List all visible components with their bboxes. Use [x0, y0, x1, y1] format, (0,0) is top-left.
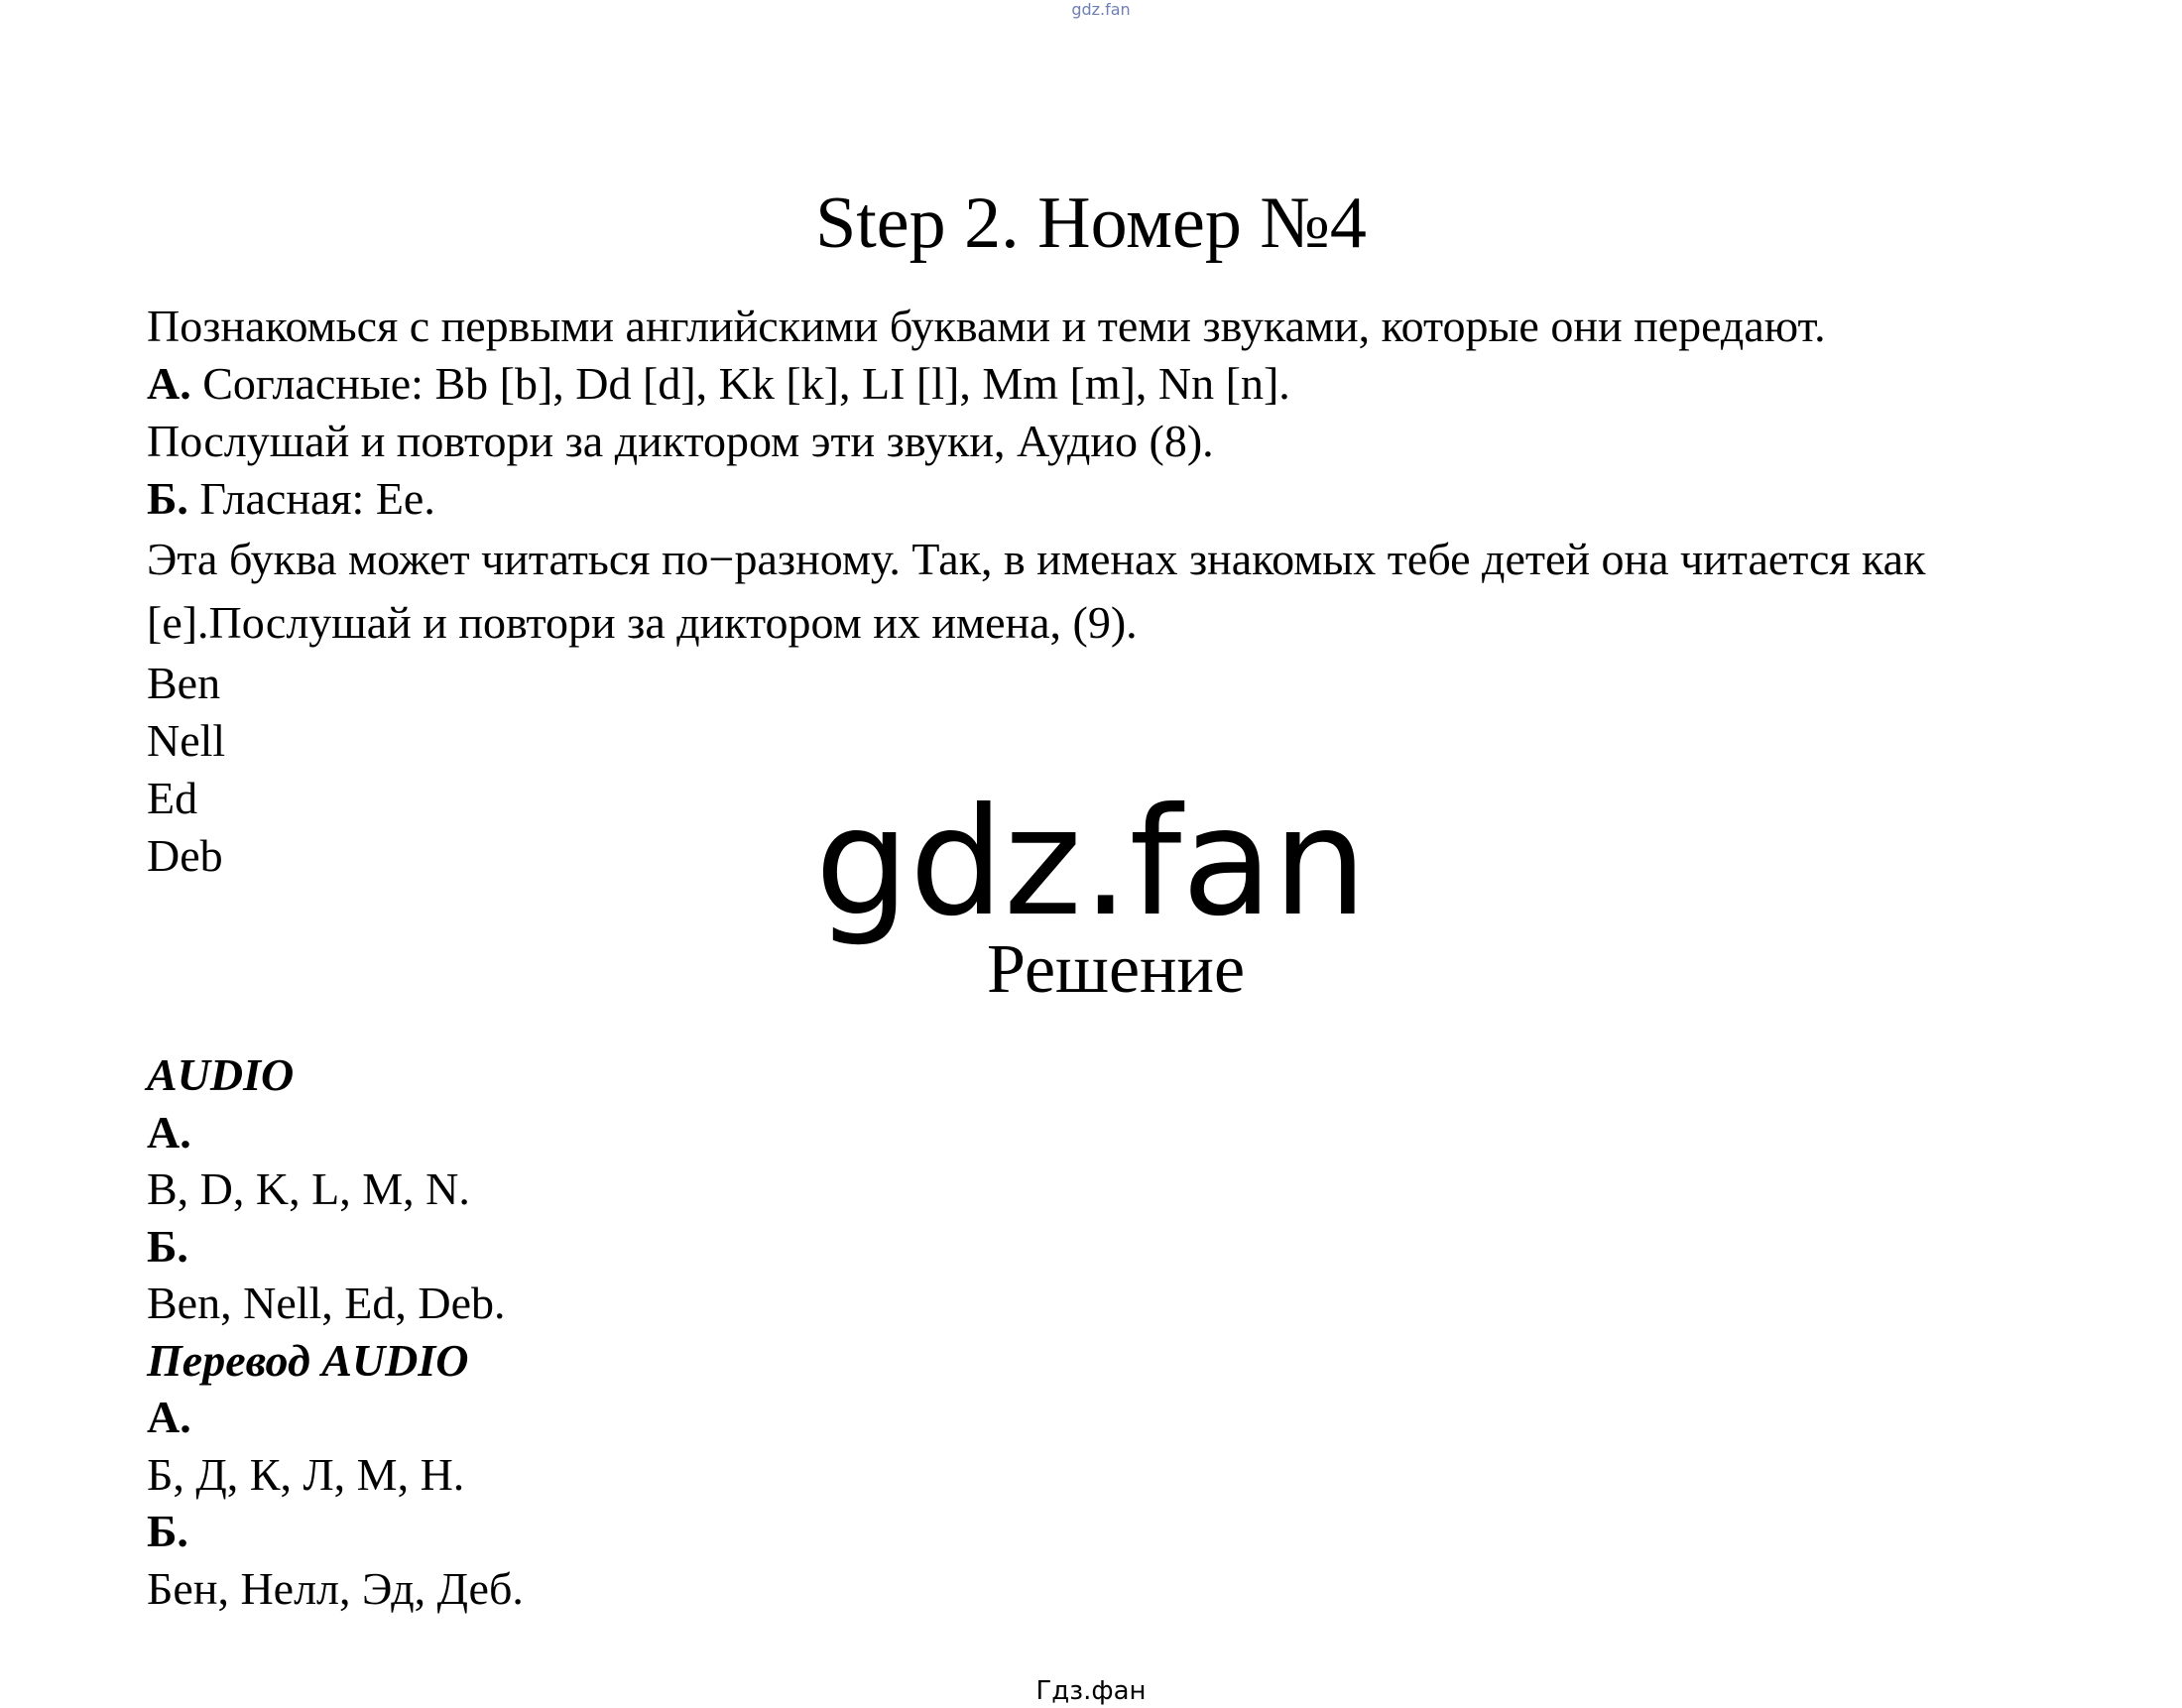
solution-text [147, 1046, 524, 1617]
audio-heading: AUDIO [147, 1049, 295, 1100]
translation-b-label: Б. [147, 1506, 188, 1556]
name-item: Nell [147, 715, 226, 766]
audio-a-text: B, D, K, L, M, N. [147, 1163, 470, 1214]
task-part-a-text: Согласные: Bb [b], Dd [d], Kk [k], LI [l], Mm [m], Nn [n]. [202, 358, 1290, 409]
task-intro: Познакомься с первыми английскими буквами и теми звуками, которые они передают. [147, 301, 1826, 351]
top-watermark: gdz.fan [1071, 0, 1131, 19]
task-part-a-label: А. [147, 358, 191, 409]
footer-watermark: Гдз.фан [1035, 1676, 1147, 1706]
task-part-a [147, 355, 2081, 413]
page-title: Step 2. Номер №4 [815, 183, 1367, 264]
task-part-b-label: Б. [147, 473, 188, 524]
audio-a-label: А. [147, 1106, 191, 1158]
task-part-b [147, 470, 2081, 528]
audio-b-text: Ben, Nell, Ed, Deb. [147, 1278, 506, 1328]
solution-heading: Решение [986, 931, 1246, 1008]
center-watermark: gdz.fan [814, 777, 1368, 949]
name-item: Ben [147, 658, 221, 708]
audio-b-label: Б. [147, 1220, 188, 1272]
task-part-b-description: Эта буква может читаться по−разному. Так, в именах знакомых тебе детей она читается как [e].Послушай и повтори за диктором их имена, (9). [147, 534, 1926, 648]
translation-a-text: Б, Д, К, Л, М, Н. [147, 1448, 465, 1500]
translation-a-label: А. [147, 1392, 191, 1442]
translation-b-text: Бен, Нелл, Эд, Деб. [147, 1562, 524, 1614]
name-item: Deb [147, 830, 223, 881]
translation-heading: Перевод AUDIO [147, 1334, 469, 1386]
task-part-b-text: Гласная: Ee. [199, 473, 435, 524]
task-listen-a: Послушай и повтори за диктором эти звуки, Аудио (8). [147, 416, 1214, 466]
name-item: Ed [147, 773, 198, 823]
